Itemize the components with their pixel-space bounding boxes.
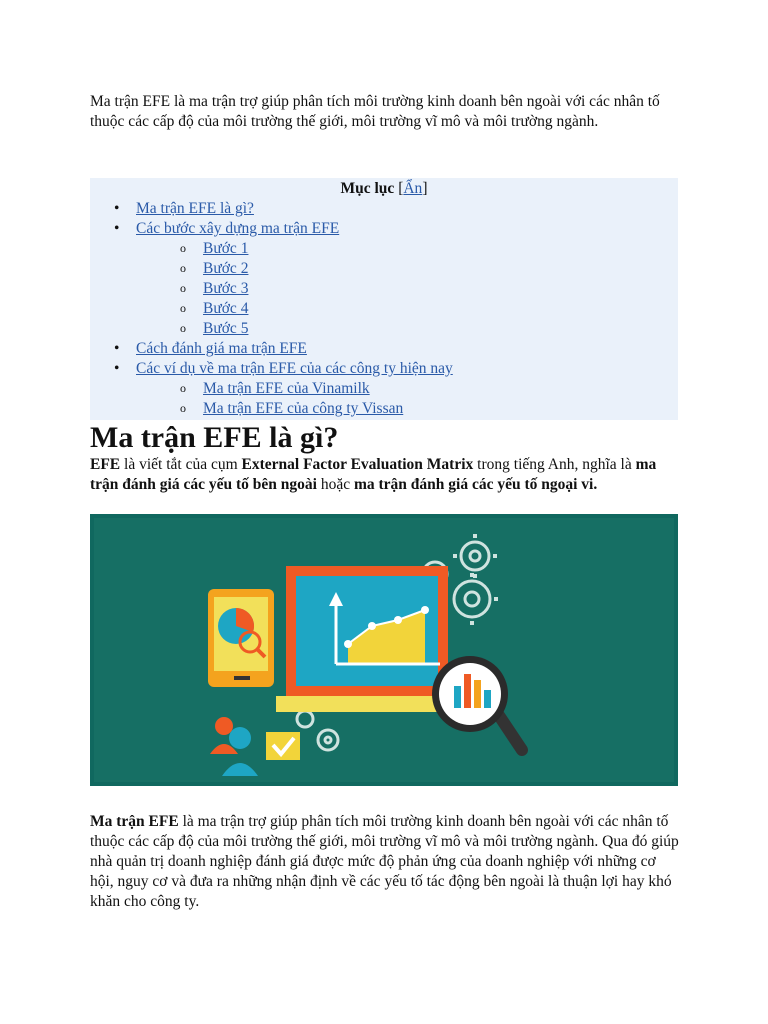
toc-bracket-open: [ — [394, 180, 404, 197]
toc-item — [90, 359, 678, 379]
efe-illustration — [90, 514, 678, 786]
toc-item — [90, 219, 678, 239]
toc-subitem — [90, 299, 678, 319]
toc-subitem — [90, 399, 678, 419]
definition-paragraph — [90, 455, 680, 495]
toc-hide-link[interactable]: Ẩn — [403, 180, 423, 197]
toc-title: Mục lục — [340, 180, 395, 197]
checkmark-icon — [266, 732, 300, 760]
section-heading: Ma trận EFE là gì? — [90, 421, 339, 454]
toc-link-vinamilk[interactable]: Ma trận EFE của Vinamilk — [203, 380, 370, 397]
def-text: hoặc — [316, 476, 354, 493]
toc-link-step-5[interactable]: Bước 5 — [203, 320, 249, 337]
toc-subitem — [90, 319, 678, 339]
def-meaning-1: ma trận đánh giá các yếu tố bên ngoài — [90, 456, 657, 493]
toc-link-build-steps[interactable]: Các bước xây dựng ma trận EFE — [136, 220, 340, 237]
toc-link-step-4[interactable]: Bước 4 — [203, 300, 249, 317]
toc-link-what-is-efe[interactable]: Ma trận EFE là gì? — [136, 200, 254, 217]
toc-subitem — [90, 279, 678, 299]
def-text: là viết tắt của cụm — [120, 456, 242, 473]
analytics-illustration — [90, 514, 678, 786]
toc-link-vissan[interactable]: Ma trận EFE của công ty Vissan — [203, 400, 404, 417]
toc-link-step-1[interactable]: Bước 1 — [203, 240, 249, 257]
table-of-contents — [90, 178, 678, 420]
toc-header — [90, 178, 678, 199]
toc-link-step-3[interactable]: Bước 3 — [203, 280, 249, 297]
def-english-term: External Factor Evaluation Matrix — [241, 456, 474, 473]
body-paragraph — [90, 812, 680, 912]
toc-subitem — [90, 239, 678, 259]
def-meaning-2: ma trận đánh giá các yếu tố ngoại vi. — [353, 476, 598, 493]
toc-list — [90, 199, 678, 419]
def-term: EFE — [90, 456, 121, 473]
toc-link-evaluate[interactable]: Cách đánh giá ma trận EFE — [136, 340, 307, 357]
body-text: là ma trận trợ giúp phân tích môi trường kinh doanh bên ngoài với các nhân tố thuộc các cấp độ của môi trường thế giới, môi trường vĩ mô và môi trường ngành. Qua đó giúp nhà quản trị doanh nghiệp đánh giá được mức độ phản ứng của doanh nghiệp với những cơ hội, nguy cơ và đưa ra những nhận định về các yếu tố tác động bên ngoài là thuận lợi hay khó khăn cho công ty. — [90, 813, 679, 910]
toc-subitem — [90, 379, 678, 399]
toc-item — [90, 339, 678, 359]
toc-item — [90, 199, 678, 219]
monitor-stand — [276, 696, 458, 712]
toc-subitem — [90, 259, 678, 279]
toc-link-examples[interactable]: Các ví dụ về ma trận EFE của các công ty hiện nay — [136, 360, 453, 377]
body-lead-term: Ma trận EFE — [90, 813, 179, 830]
toc-link-step-2[interactable]: Bước 2 — [203, 260, 249, 277]
toc-bracket-close: ] — [422, 180, 428, 197]
def-text: trong tiếng Anh, nghĩa là — [473, 456, 636, 473]
intro-paragraph: Ma trận EFE là ma trận trợ giúp phân tích môi trường kinh doanh bên ngoài với các nhân tố thuộc các cấp độ của môi trường thế giới, môi trường vĩ mô và môi trường ngành. — [90, 93, 660, 130]
